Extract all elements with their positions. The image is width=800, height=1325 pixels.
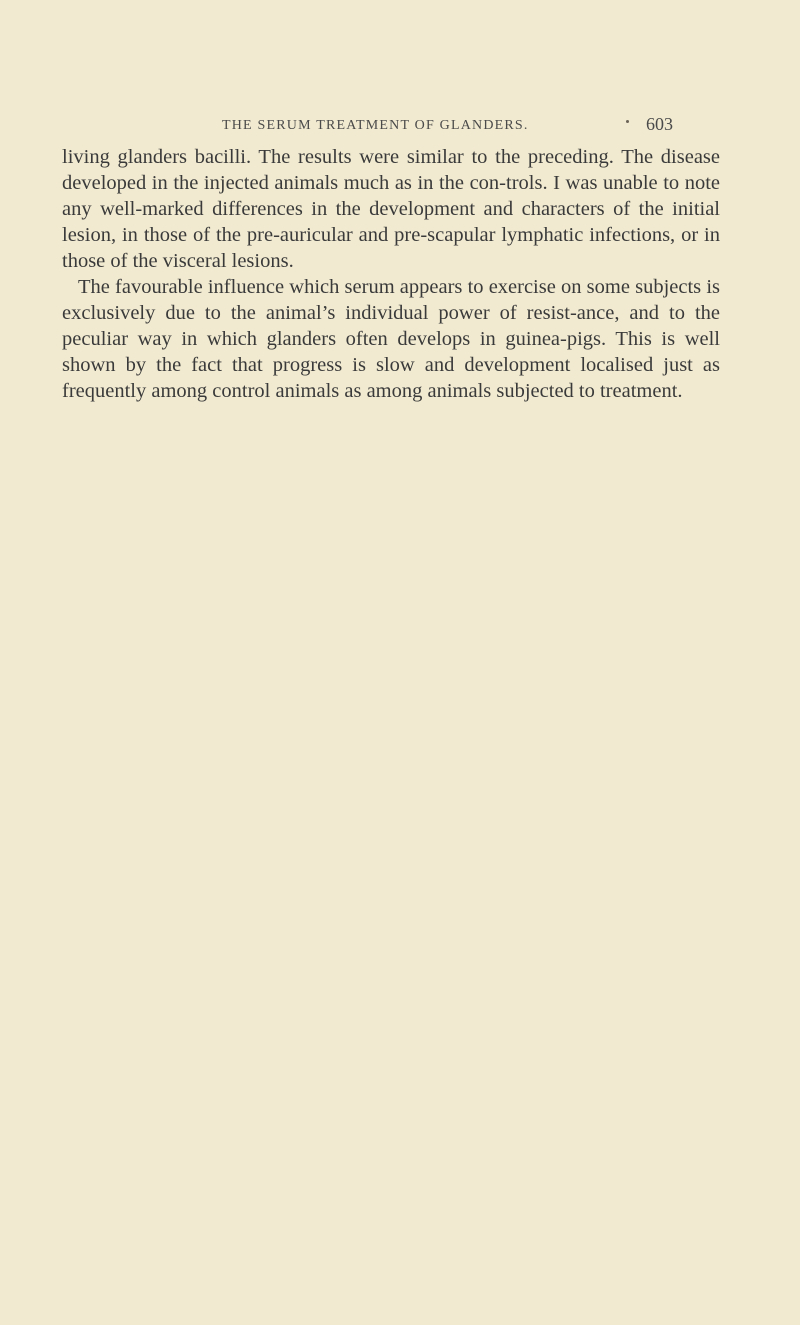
paragraph-1: living glanders bacilli. The results were similar to the preceding. The disease developed in the injected animals much as in the con-trols. I was unable to note any well-marked differences in the development and characters of the initial lesion, in those of the pre-auricular and pre-scapular lymphatic infections, or in those of the visceral lesions.: [62, 146, 720, 272]
running-title: THE SERUM TREATMENT OF GLANDERS.: [222, 118, 529, 133]
page-number: 603: [646, 114, 673, 134]
page-header: [0, 114, 800, 138]
body-text: [62, 144, 720, 404]
paragraph-2: The favourable influence which serum appears to exercise on some subjects is exclusively due to the animal’s individual power of resist-ance, and to the peculiar way in which glanders often develops in guinea-pigs. This is well shown by the fact that progress is slow and development localised just as frequently among control animals as among animals subjected to treatment.: [62, 276, 720, 402]
print-speck: [626, 120, 629, 123]
